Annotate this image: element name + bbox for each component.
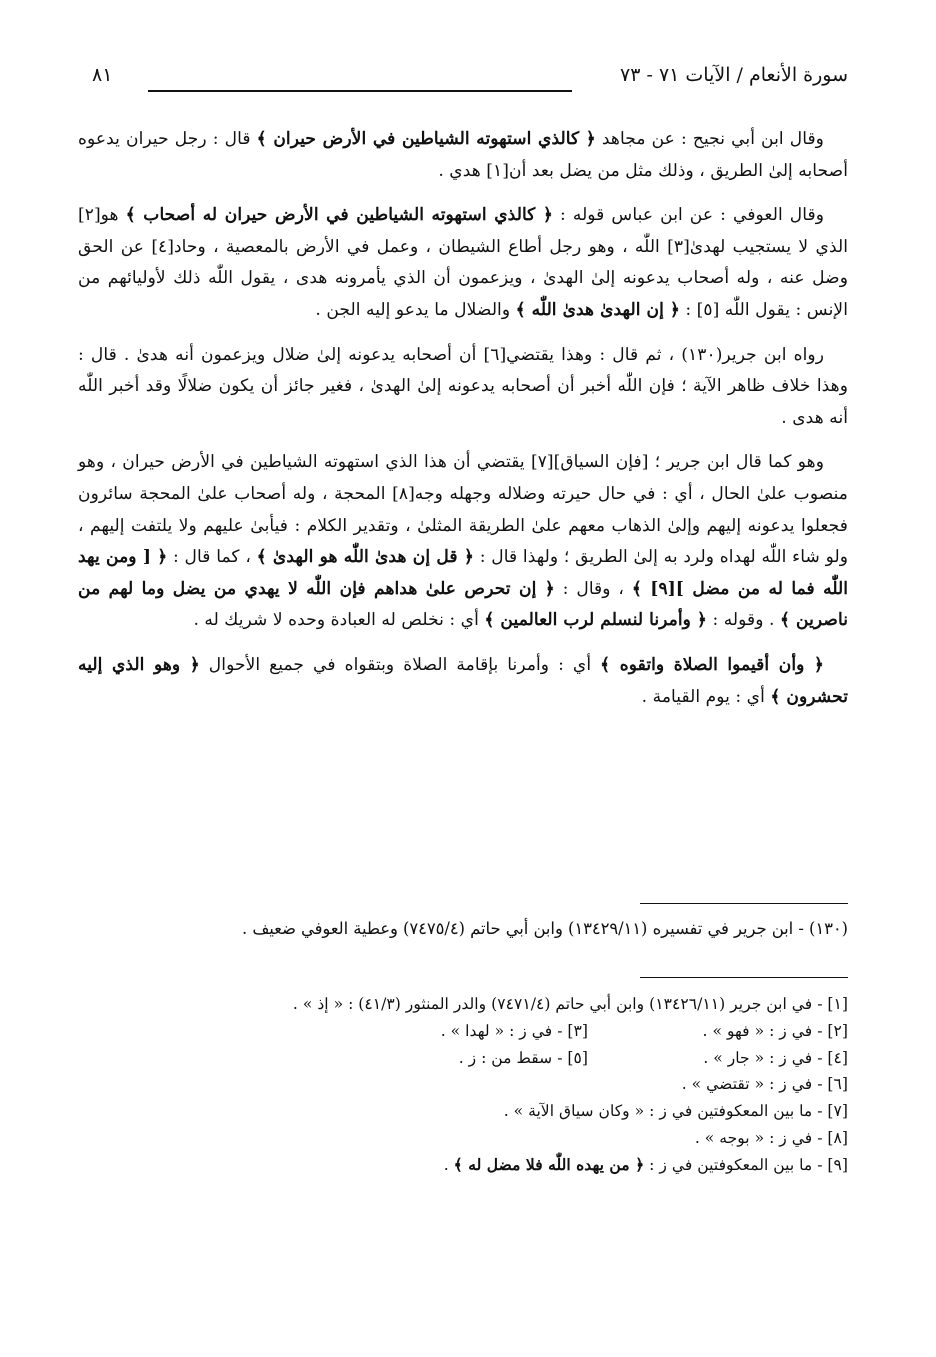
text-run: وقال ابن أبي نجيح : عن مجاهد — [595, 129, 824, 149]
text-run: أي : نخلص له العبادة وحده لا شريك له . — [193, 610, 485, 631]
notes-rule — [640, 977, 848, 978]
note-4: [٤] - في ز : « جار » . — [703, 1048, 848, 1067]
paragraph-4 — [78, 447, 848, 637]
quran-quote: ﴿ كالذي استهوته الشياطين في الأرض حيران ﴾ — [256, 129, 596, 149]
text-run: . وقوله : — [707, 610, 780, 631]
page-header — [78, 62, 848, 102]
text-run: ، وقال : — [554, 578, 632, 599]
paragraph-3 — [78, 340, 848, 435]
note-7: [٧] - ما بين المعكوفتين في ز : « وكان سياق الآية » . — [503, 1102, 848, 1121]
paragraph-1 — [78, 124, 848, 187]
text-run: وهو كما قال ابن جرير ؛ [فإن السياق][٧] يقتضي أن هذا الذي استهوته الشياطين في الأرض حيران ، وهو منصوب علىٰ الحال ، أي : في حال حيرته وضلاله وجهله وجه[٨] المحجة ، وله أصحاب علىٰ المحجة سائرون فجعلوا يدعونه إليهم وإلىٰ الذهاب معهم علىٰ الطريقة المثلىٰ ، وتقدير الكلام : فيأبىٰ عليهم ولا يلتفت إليهم ، ولو شاء اللّٰه لهداه ولرد به إلىٰ الطريق ؛ ولهذا قال : — [78, 452, 848, 568]
text-run: هو[٢] الذي لا يستجيب لهدىٰ[٣] اللّٰه ، وهو رجل أطاع الشيطان ، وعمل في الأرض بالمعصية ، وحاد[٤] عن الحق وضل عنه ، وله أصحاب يدعونه إلىٰ الهدىٰ ، ويزعمون أن الذي يأمرونه هدى ، يقول اللّٰه ذلك لأوليائهم من الإنس : يقول اللّٰه [٥] : — [78, 205, 848, 320]
note-9-prefix: [٩] - ما بين المعكوفتين في ز : — [644, 1155, 848, 1174]
note-9 — [444, 1152, 848, 1179]
quran-quote: ﴿ إن تحرص علىٰ هداهم فإن اللّٰه لا يهدي من يضل وما لهم من ناصرين ﴾ — [78, 578, 848, 631]
note-5: [٥] - سقط من : ز . — [458, 1048, 588, 1067]
note-3: [٣] - في ز : « لهدا » . — [440, 1021, 588, 1040]
quran-quote: ﴿ كالذي استهوته الشياطين في الأرض حيران له أصحاب ﴾ — [125, 205, 553, 226]
main-text — [78, 124, 848, 726]
paragraph-2 — [78, 200, 848, 326]
text-run: وقال العوفي : عن ابن عباس قوله : — [553, 205, 824, 226]
text-run: أي : وأمرنا بإقامة الصلاة وبتقواه في جميع الأحوال — [199, 654, 601, 675]
quran-quote: ﴿ إن الهدىٰ هدىٰ اللّٰه ﴾ — [515, 299, 680, 320]
text-run: أي : يوم القيامة . — [641, 686, 771, 707]
header-rule — [148, 90, 572, 92]
quran-quote: ﴿ [ ومن يهد اللّٰه فما له من مضل ][٩] ﴾ — [78, 547, 849, 599]
footnote-rule — [640, 903, 848, 904]
variant-notes — [78, 991, 848, 1179]
quran-quote: ﴿ قل إن هدىٰ اللّٰه هو الهدىٰ ﴾ — [256, 547, 474, 568]
note-6: [٦] - في ز : « تقتضي » . — [681, 1075, 848, 1094]
footnote-130: (١٣٠) - ابن جرير في تفسيره (١٣٤٢٩/١١) وابن أبي حاتم (٧٤٧٥/٤) وعطية العوفي ضعيف . — [242, 919, 848, 938]
note-8: [٨] - في ز : « بوجه » . — [694, 1128, 848, 1147]
paragraph-5 — [78, 650, 848, 713]
note-9-suffix: . — [443, 1155, 454, 1174]
running-title: سورة الأنعام / الآيات ٧١ - ٧٣ — [620, 64, 848, 86]
quran-quote: ﴿ وأن أقيموا الصلاة واتقوه ﴾ — [600, 654, 824, 675]
quran-quote: ﴿ وهو الذي إليه تحشرون ﴾ — [78, 654, 848, 707]
text-run: رواه ابن جرير(١٣٠) ، ثم قال : وهذا يقتضي[٦] أن أصحابه يدعونه إلىٰ ضلال ويزعمون أنه هدىٰ . قال : وهذا خلاف ظاهر الآية ؛ فإن اللّٰه أخبر أن أصحابه يدعونه إلىٰ الهدىٰ ، فغير جائز أن يكون ضلالًا وقد أخبر اللّٰه أنه هدى . — [78, 344, 848, 428]
note-2: [٢] - في ز : « فهو » . — [702, 1021, 848, 1040]
text-run: والضلال ما يدعو إليه الجن . — [315, 299, 516, 320]
text-run: قال : رجل حيران يدعوه أصحابه إلىٰ الطريق ، وذلك مثل من يضل بعد أن[١] هدي . — [78, 129, 848, 181]
note-9-quote: ﴿ من يهده اللّٰه فلا مضل له ﴾ — [453, 1154, 645, 1174]
page-number: ٨١ — [92, 64, 113, 86]
text-run: ، كما قال : — [167, 547, 257, 568]
note-1: [١] - في ابن جرير (١٣٤٢٦/١١) وابن أبي حاتم (٧٤٧١/٤) والدر المنثور (٤١/٣) : « إذ » . — [292, 995, 848, 1013]
quran-quote: ﴿ وأمرنا لنسلم لرب العالمين ﴾ — [484, 610, 707, 631]
